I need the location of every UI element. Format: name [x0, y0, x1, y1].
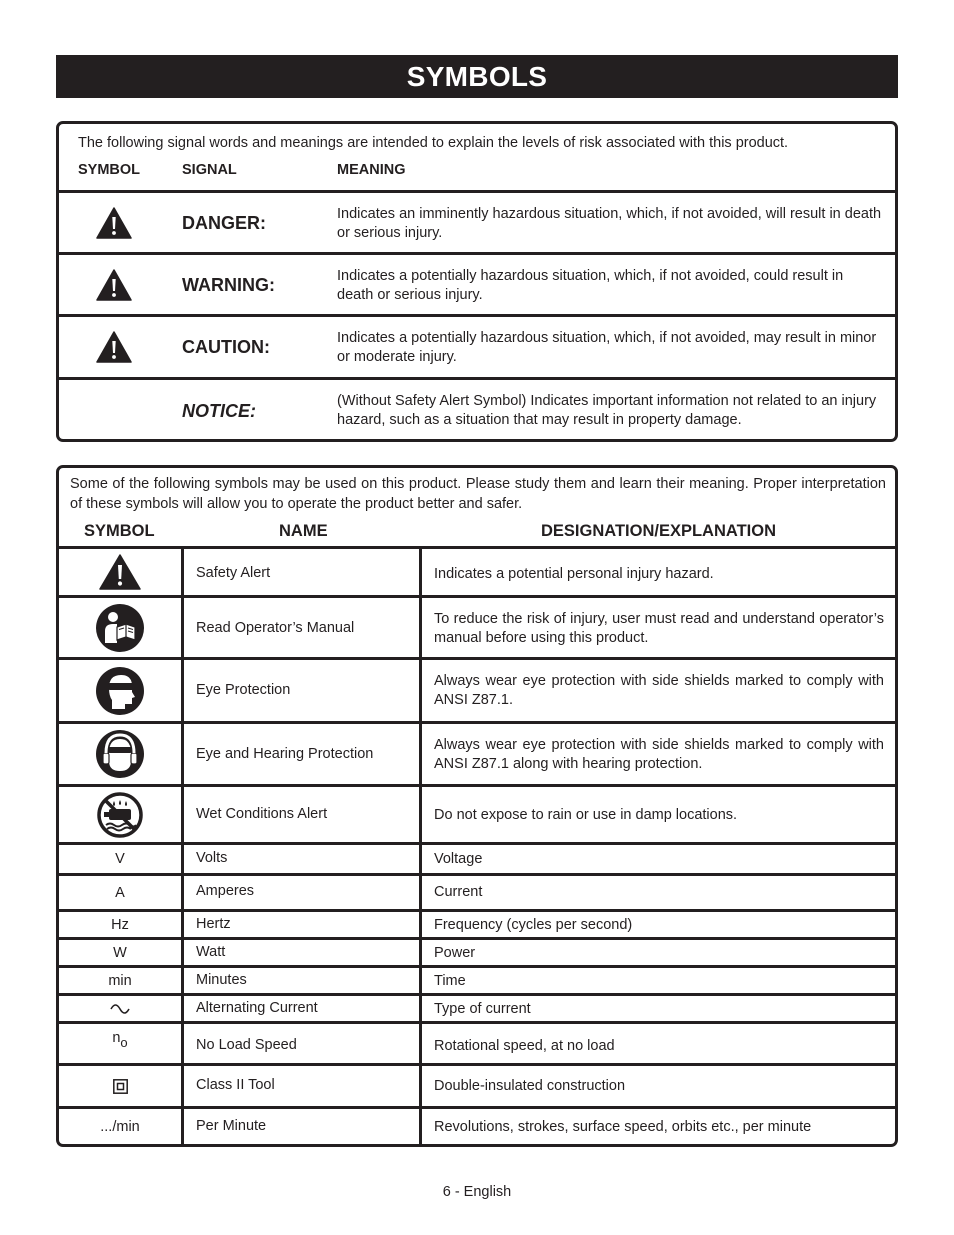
symbol-name: Watt — [196, 944, 226, 960]
symbol-name: Hertz — [196, 916, 231, 932]
symbol-name: No Load Speed — [196, 1037, 297, 1053]
symbol-explanation: Indicates a potential personal injury hazard. — [434, 566, 714, 582]
symbol-name: Minutes — [196, 972, 247, 988]
signal-meaning-caution: Indicates a potentially hazardous situation, which, if not avoided, may result in minor or moderate injury. — [337, 330, 877, 365]
symbol-explanation: Time — [434, 973, 466, 989]
symbol-name: Class II Tool — [196, 1077, 275, 1093]
symbols-header-symbol: SYMBOL — [84, 522, 155, 540]
table-row — [59, 909, 895, 937]
table-row — [59, 721, 895, 784]
no-load-speed-symbol: n o — [112, 1030, 128, 1050]
symbol-name: Volts — [196, 850, 228, 866]
table-row — [59, 842, 895, 873]
class-ii-tool-icon — [113, 1079, 128, 1094]
signal-meaning-notice: (Without Safety Alert Symbol) Indicates important information not related to an injury hazard, such as a situation that may result in property damage. — [337, 393, 877, 428]
safety-alert-icon — [96, 207, 132, 239]
table-row — [59, 595, 895, 657]
page-footer: 6 - English — [442, 1184, 512, 1200]
symbol-explanation: Power — [434, 945, 476, 961]
symbol-text: .../min — [100, 1118, 140, 1135]
symbol-name: Read Operator’s Manual — [196, 620, 355, 636]
table-row — [59, 993, 895, 1021]
signal-row-warning — [59, 252, 895, 314]
symbols-header-name: NAME — [279, 522, 328, 540]
symbol-explanation: Always wear eye protection with side shields marked to comply with ANSI Z87.1. — [434, 673, 884, 708]
symbols-header-explanation: DESIGNATION/EXPLANATION — [541, 522, 776, 540]
wet-conditions-icon — [97, 792, 143, 838]
symbol-explanation: Type of current — [434, 1001, 531, 1017]
signal-words-table — [56, 121, 898, 442]
symbol-text: min — [108, 972, 132, 989]
signal-meaning-danger: Indicates an imminently hazardous situation, which, if not avoided, will result in death or serious injury. — [337, 206, 882, 241]
symbol-name: Eye Protection — [196, 682, 291, 698]
safety-alert-icon — [96, 331, 132, 363]
signal-meaning-warning: Indicates a potentially hazardous situation, which, if not avoided, could result in death or serious injury. — [337, 268, 844, 303]
signal-header-signal: SIGNAL — [182, 162, 237, 178]
symbol-text: A — [115, 884, 125, 901]
table-row — [59, 1021, 895, 1063]
symbol-explanation: Revolutions, strokes, surface speed, orbits etc., per minute — [434, 1119, 812, 1135]
safety-alert-icon — [96, 269, 132, 301]
table-row — [59, 657, 895, 721]
signal-word-warning: WARNING: — [182, 275, 275, 295]
symbol-explanation: Voltage — [434, 851, 483, 867]
signal-header-meaning: MEANING — [337, 162, 406, 178]
symbol-text: V — [115, 851, 125, 867]
signal-word-danger: DANGER: — [182, 213, 266, 233]
symbol-explanation: Always wear eye protection with side shields marked to comply with ANSI Z87.1 along with hearing protection. — [434, 737, 884, 772]
table-row — [59, 873, 895, 909]
symbols-table — [56, 465, 898, 1147]
symbol-explanation: Double-insulated construction — [434, 1078, 626, 1094]
symbol-text: Hz — [111, 916, 129, 933]
signal-header-symbol: SYMBOL — [78, 162, 141, 178]
symbol-name: Eye and Hearing Protection — [196, 746, 374, 762]
symbol-name: Alternating Current — [196, 1000, 318, 1016]
signal-row-notice — [59, 377, 895, 439]
signal-row-danger — [59, 190, 895, 252]
signal-row-caution — [59, 314, 895, 377]
eye-hearing-protection-icon — [95, 729, 145, 779]
table-row — [59, 1063, 895, 1106]
page-title: SYMBOLS — [56, 55, 898, 98]
alternating-current-icon — [110, 1003, 130, 1015]
table-row — [59, 965, 895, 993]
symbol-name: Per Minute — [196, 1118, 267, 1134]
symbol-name: Safety Alert — [196, 565, 271, 581]
eye-protection-icon — [95, 666, 145, 716]
symbol-explanation: Do not expose to rain or use in damp locations. — [434, 807, 738, 823]
safety-alert-icon — [99, 554, 141, 590]
signal-intro-text: The following signal words and meanings are intended to explain the levels of risk associated with this product. — [78, 135, 789, 151]
symbol-explanation: Frequency (cycles per second) — [434, 917, 633, 933]
signal-word-notice: NOTICE: — [182, 401, 256, 421]
symbol-name: Amperes — [196, 883, 255, 899]
symbol-explanation: Rotational speed, at no load — [434, 1038, 615, 1054]
symbols-intro-text: Some of the following symbols may be used on this product. Please study them and learn their meaning. Proper interpretation of these symbols will allow you to operate the product better and safer. — [70, 476, 886, 512]
table-row — [59, 784, 895, 842]
table-row — [59, 546, 895, 595]
table-row — [59, 1106, 895, 1144]
table-row — [59, 937, 895, 965]
read-manual-icon — [95, 603, 145, 653]
subscript: o — [120, 1035, 128, 1050]
symbol-explanation: Current — [434, 884, 483, 900]
symbol-explanation: To reduce the risk of injury, user must read and understand operator’s manual before using this product. — [434, 611, 884, 646]
symbol-name: Wet Conditions Alert — [196, 806, 328, 822]
symbol-text: W — [113, 944, 127, 961]
signal-word-caution: CAUTION: — [182, 337, 270, 357]
